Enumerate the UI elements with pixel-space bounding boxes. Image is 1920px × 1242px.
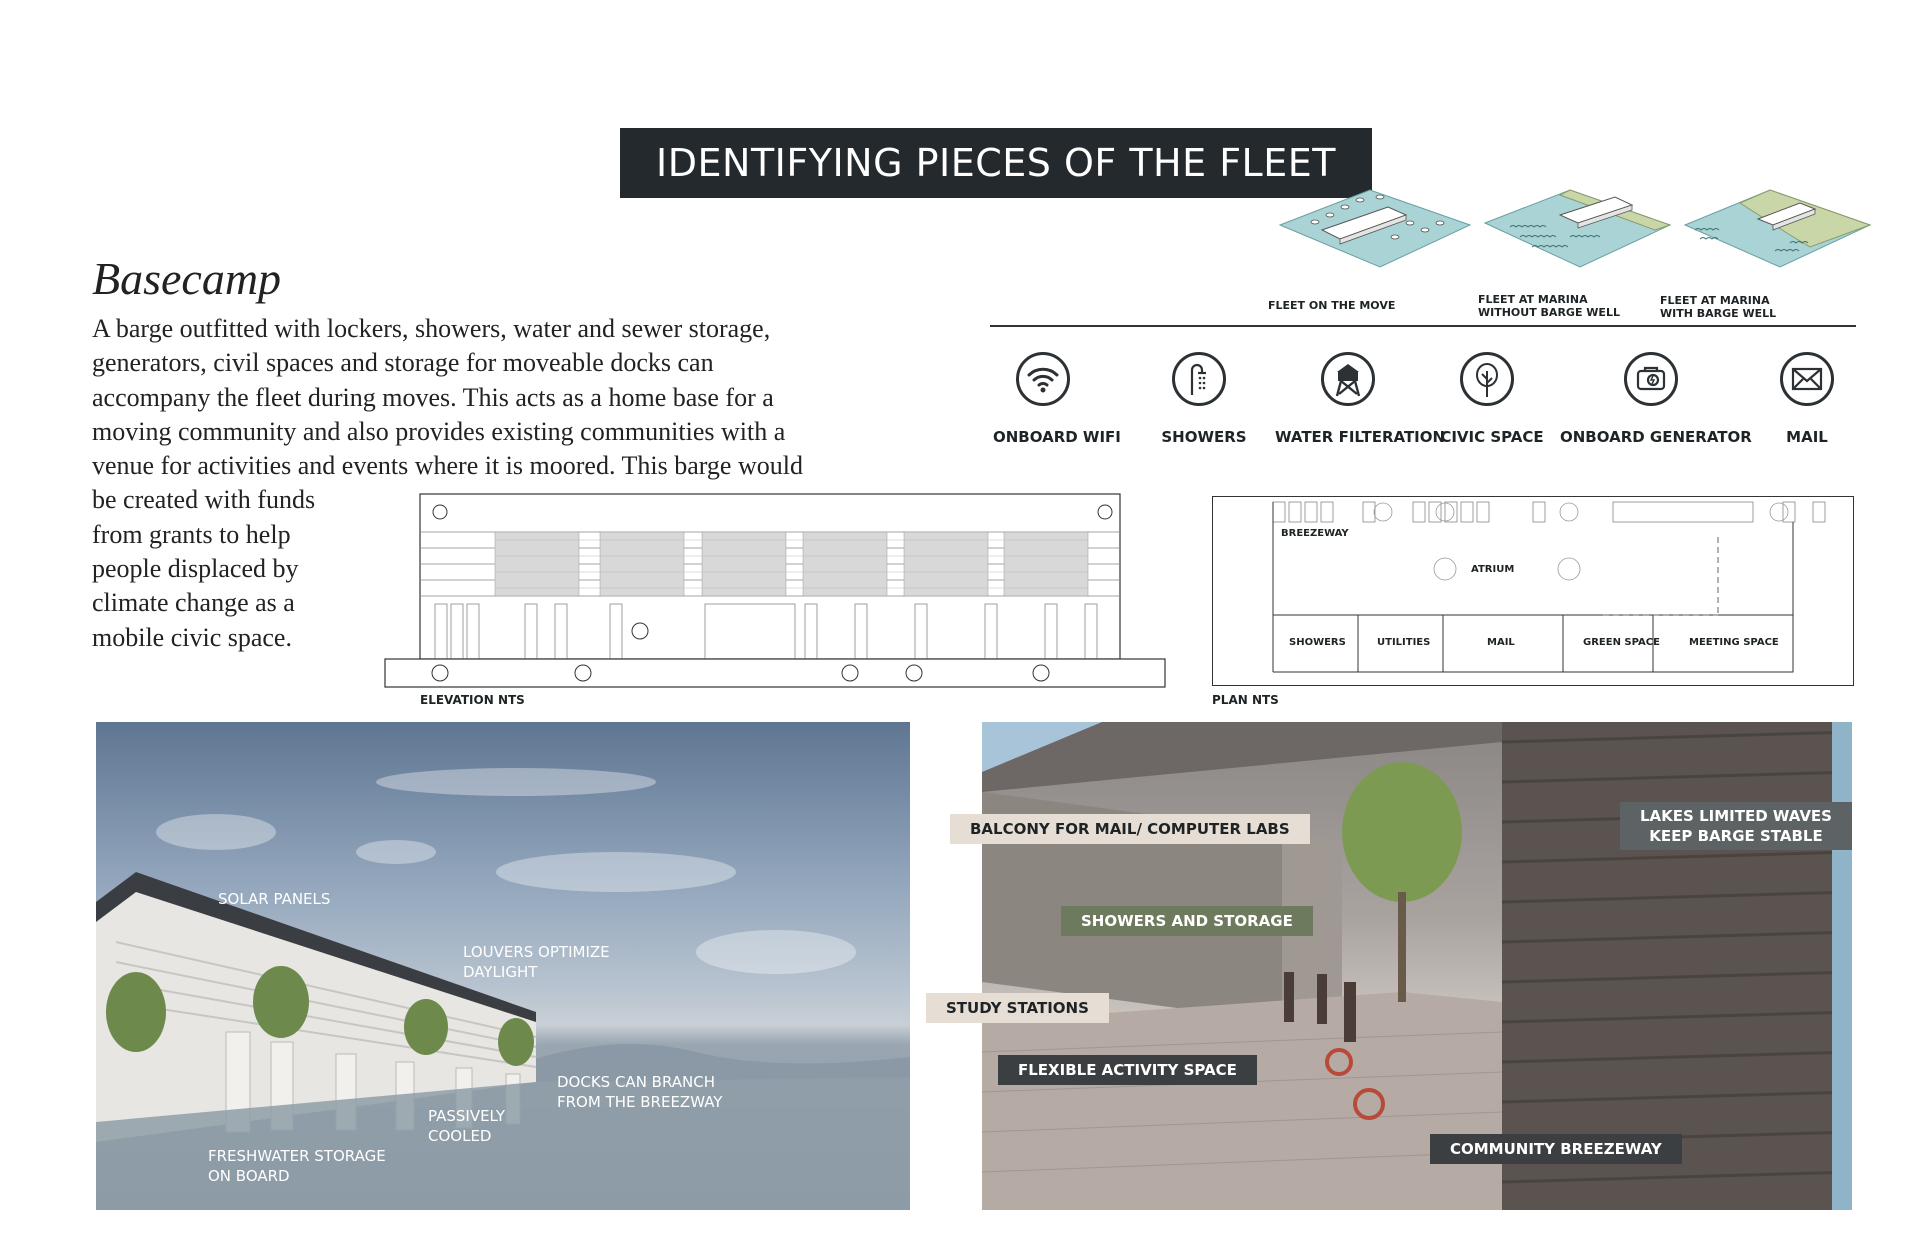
label-line: DAYLIGHT	[463, 963, 538, 981]
exterior-render	[96, 722, 910, 1210]
label-line: PASSIVELY	[428, 1107, 506, 1125]
caption-line: FLEET AT MARINA	[1478, 293, 1588, 306]
generator-amenity	[1624, 352, 1678, 406]
label-passively-cooled	[428, 1106, 505, 1146]
label-line: LOUVERS OPTIMIZE	[463, 943, 610, 961]
body-line: moving community and also provides existing communities with a	[92, 416, 786, 446]
body-line: from grants to help	[92, 519, 291, 549]
interior-render	[946, 722, 1852, 1210]
plan-caption: PLAN NTS	[1212, 693, 1279, 707]
label-solar-panels: SOLAR PANELS	[218, 890, 331, 908]
plan-label-showers: SHOWERS	[1289, 637, 1346, 648]
mail-icon	[1780, 352, 1834, 406]
label-louvers	[463, 942, 610, 982]
tag-lakes	[1620, 802, 1852, 850]
label-docks	[557, 1072, 722, 1112]
plan-label-meeting-space: MEETING SPACE	[1689, 637, 1779, 648]
body-line: venue for activities and events where it is moored. This barge would	[92, 451, 803, 481]
plan-label-utilities: UTILITIES	[1377, 637, 1431, 648]
tree-icon	[1460, 352, 1514, 406]
mail-amenity	[1780, 352, 1834, 406]
fleet-caption-marina-well	[1660, 294, 1776, 320]
water-amenity	[1321, 352, 1375, 406]
label-line: FRESHWATER STORAGE	[208, 1147, 386, 1165]
generator-icon	[1624, 352, 1678, 406]
amenity-label-mail: MAIL	[1786, 428, 1828, 446]
page-title: IDENTIFYING PIECES OF THE FLEET	[656, 141, 1336, 185]
caption-line: WITHOUT BARGE WELL	[1478, 306, 1620, 319]
amenity-label-water: WATER FILTERATION	[1275, 428, 1446, 446]
label-line: DOCKS CAN BRANCH	[557, 1073, 716, 1091]
body-line: accompany the fleet during moves. This acts as a home base for a	[92, 382, 774, 412]
plan-label-green-space: GREEN SPACE	[1583, 637, 1660, 648]
body-line: generators, civil spaces and storage for moveable docks can	[92, 348, 714, 378]
page-title-banner	[620, 128, 1372, 198]
fleet-marina-no-well-diagram	[1485, 190, 1670, 267]
tag-line: KEEP BARGE STABLE	[1649, 827, 1823, 845]
label-freshwater	[208, 1146, 386, 1186]
body-line: mobile civic space.	[92, 622, 292, 652]
label-line: FROM THE BREEZWAY	[557, 1093, 723, 1111]
amenity-label-generator: ONBOARD GENERATOR	[1560, 428, 1752, 446]
fleet-diagrams	[1270, 185, 1870, 300]
interior-scene	[982, 722, 1852, 1210]
body-line: people displaced by	[92, 554, 299, 584]
plan-label-breezeway: BREEZEWAY	[1281, 528, 1349, 539]
body-line: climate change as a	[92, 588, 295, 618]
shower-amenity	[1172, 352, 1226, 406]
label-line: ON BOARD	[208, 1167, 290, 1185]
plan-label-atrium: ATRIUM	[1471, 564, 1515, 575]
amenity-label-civic: CIVIC SPACE	[1440, 428, 1544, 446]
tag-showers-storage: SHOWERS AND STORAGE	[1061, 906, 1313, 936]
caption-line: WITH BARGE WELL	[1660, 307, 1777, 320]
plan-label-mail: MAIL	[1487, 637, 1515, 648]
elevation-drawing	[385, 492, 1165, 688]
label-line: COOLED	[428, 1127, 492, 1145]
civic-amenity	[1460, 352, 1514, 406]
amenity-label-wifi: ONBOARD WIFI	[993, 428, 1121, 446]
fleet-caption-move: FLEET ON THE MOVE	[1268, 299, 1396, 312]
caption-line: FLEET AT MARINA	[1660, 294, 1770, 307]
fleet-on-move-diagram	[1280, 190, 1470, 267]
tag-line: LAKES LIMITED WAVES	[1640, 807, 1832, 825]
section-heading: Basecamp	[92, 253, 282, 304]
water-tower-icon	[1321, 352, 1375, 406]
fleet-marina-well-diagram	[1685, 190, 1870, 267]
body-line: be created with funds	[92, 485, 316, 515]
elevation-caption: ELEVATION NTS	[420, 693, 525, 707]
plan-drawing	[1212, 496, 1854, 686]
tag-balcony: BALCONY FOR MAIL/ COMPUTER LABS	[950, 814, 1310, 844]
tag-community-breezeway: COMMUNITY BREEZEWAY	[1430, 1134, 1682, 1164]
wifi-amenity	[1016, 352, 1070, 406]
tag-study-stations: STUDY STATIONS	[926, 993, 1109, 1023]
plan-linework	[1213, 497, 1853, 685]
amenity-label-showers: SHOWERS	[1161, 428, 1247, 446]
body-line: A barge outfitted with lockers, showers, water and sewer storage,	[92, 314, 771, 343]
shower-icon	[1172, 352, 1226, 406]
tag-flexible-activity: FLEXIBLE ACTIVITY SPACE	[998, 1055, 1257, 1085]
wifi-icon	[1016, 352, 1070, 406]
fleet-caption-marina-no-well	[1478, 293, 1620, 319]
divider-line	[990, 325, 1856, 327]
